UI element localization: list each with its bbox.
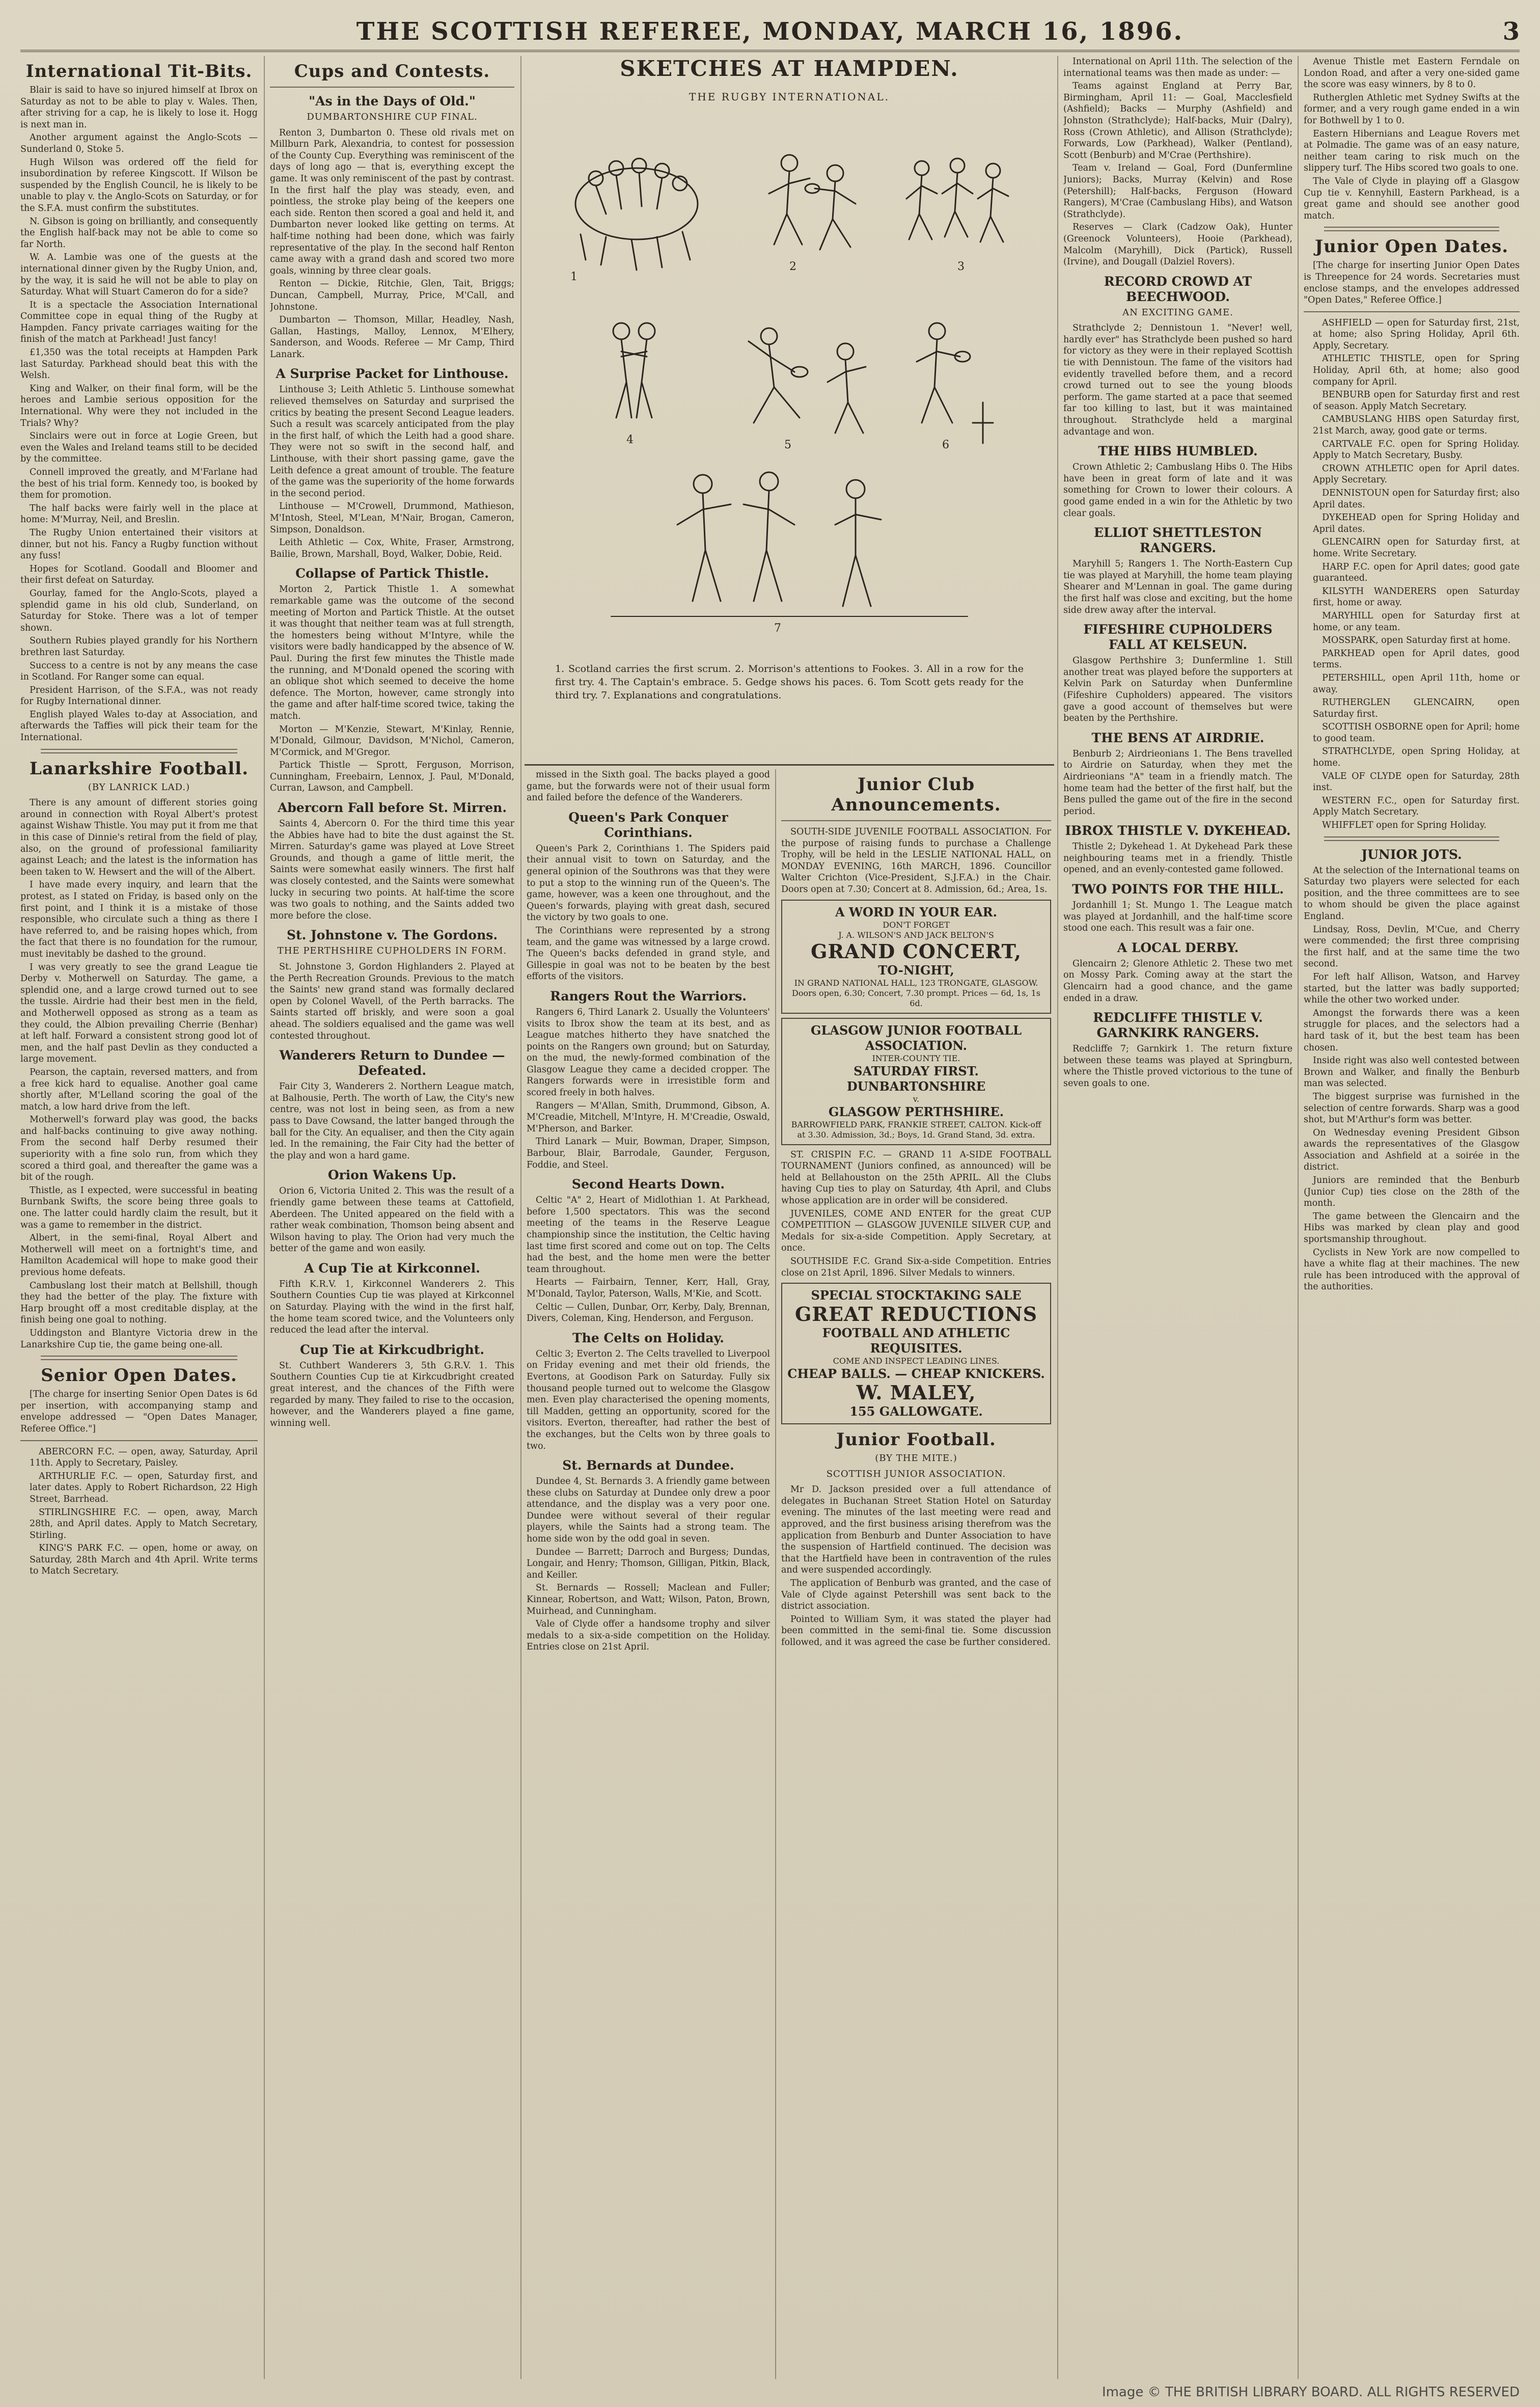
paragraph: Avenue Thistle met Eastern Ferndale on London Road, and after a very one-sided game the score was easy winners, by 8 to 0. (1304, 57, 1520, 90)
open-date-item: KILSYTH WANDERERS open Saturday first, home or away. (1313, 586, 1520, 608)
divider (781, 820, 1051, 821)
junior-open-dates-list (1304, 317, 1520, 831)
paragraph: Eastern Hibernians and League Rovers met at Polmadie. The game was of an easy nature, neither team caring to risk much on the slippery turf. The Hibs scored two goals to one. (1304, 128, 1520, 174)
paragraph: Blair is said to have so injured himself at Ibrox on Saturday as not to be able to play v. Wales. Then, after striving for a cap, he is likely to lose it. Hogg is next man in. (20, 85, 258, 130)
article-body (20, 85, 258, 744)
kicker: DUMBARTONSHIRE CUP FINAL. (307, 112, 478, 122)
paragraph: Teams against England at Perry Bar, Birmingham, April 11: — Goal, Macclesfield (Ashfield); Backs — Murphy (Ashfield) and Johnston (Strathclyde); Half-backs, Muir (Dalry), Ross (Crown Athletic), and Allison (Strathclyde); Forwards, Low (Parkhead), Walker (Pentland), Scott (Benburb) and M'Crae (Perthshire). (1063, 81, 1292, 160)
open-dates-intro: [The charge for inserting Senior Open Dates is 6d per insertion, with accompanying stamp and envelope addressed — "Open Dates Manager, Referee Office."] (20, 1389, 258, 1434)
paragraph: Benburb 2; Airdrieonians 1. The Bens travelled to Airdrie on Saturday, when they met the Airdrieonians "A" team in a friendly match. The home team had the better of the first half, but the Bens pulled the game out of the fire in the second period. (1063, 748, 1292, 817)
paragraph: Partick Thistle — Sprott, Ferguson, Morrison, Cunningham, Freebairn, Lennox, J. Paul, M'Donald, Curran, Lawson, and Campbell. (270, 760, 514, 794)
paragraph: St. Bernards — Rossell; Maclean and Fuller; Kinnear, Robertson, and Watt; Wilson, Paton, Brown, Muirhead, and Cunningham. (527, 1583, 770, 1616)
advert-line: FOOTBALL AND ATHLETIC REQUISITES. (822, 1326, 1010, 1356)
section-divider (41, 1356, 237, 1360)
advert-line: 155 GALLOWGATE. (849, 1404, 983, 1419)
paragraph: Thistle 2; Dykehead 1. At Dykehead Park these neighbouring teams met in a friendly. Thistle opened, and an evenly-contested game followed. (1063, 842, 1292, 875)
paragraph: At the selection of the International teams on Saturday two players were selected for each position, and the three committees are to see to whom should be given the place against England. (1304, 865, 1520, 922)
panel-label-5: 5 (784, 439, 791, 451)
open-date-item: CAMBUSLANG HIBS open Saturday first, 21st March, away, good gate or terms. (1313, 414, 1520, 437)
advert-line: CHEAP BALLS. — CHEAP KNICKERS. (787, 1366, 1045, 1382)
subheading: Collapse of Partick Thistle. (295, 566, 489, 581)
heading-junior-club-announcements: Junior Club Announcements. (831, 774, 1001, 815)
masthead (20, 14, 1520, 52)
paragraph: Celtic 3; Everton 2. The Celts travelled to Liverpool on Friday evening and met their old friends, the Evertons, at Goodison Park on Saturday. Fully six thousand people turned out to welcome the Glasgow men. Even play characterised the opening moments, till Madden, getting an opportunity, scored for the visitors. Everton, thereafter, had rather the best of the exchanges, but the Celts won by three goals to two. (527, 1348, 770, 1451)
column-rule (520, 56, 521, 2379)
masthead-title: THE SCOTTISH REFEREE, MONDAY, MARCH 16, 1896. (356, 17, 1184, 46)
paragraph: Renton — Dickie, Ritchie, Glen, Tait, Briggs; Duncan, Campbell, Murray, Price, M'Call, and Johnstone. (270, 279, 514, 312)
subheading: A Surprise Packet for Linthouse. (276, 366, 509, 382)
advert-line: SPECIAL STOCKTAKING SALE (811, 1288, 1022, 1303)
paragraph: Connell improved the greatly, and M'Farlane had the best of his trial form. Kennedy too, is booked by them for promotion. (20, 467, 258, 501)
divider (20, 1440, 258, 1441)
open-date-item: KING'S PARK F.C. — open, home or away, on Saturday, 28th March and 4th April. Write terms to Match Secretary. (30, 1543, 258, 1577)
advert-line: W. MALEY, (856, 1381, 976, 1404)
paragraph: The half backs were fairly well in the place at home: M'Murray, Neil, and Breslin. (20, 503, 258, 525)
heading-international-tit-bits: International Tit-Bits. (25, 61, 253, 82)
advert-line: A WORD IN YOUR EAR. (835, 904, 997, 919)
paragraph: Gourlay, famed for the Anglo-Scots, played a splendid game in his old club, Sunderland, on Saturday for Stoke. There was a lot of temper shown. (20, 588, 258, 633)
paragraph: Uddingston and Blantyre Victoria drew in the Lanarkshire Cup tie, the game being one-all. (20, 1328, 258, 1350)
open-date-item: MOSSPARK, open Saturday first at home. (1322, 635, 1511, 646)
paragraph: Sinclairs were out in force at Logie Green, but even the Wales and Ireland teams still to be decided by the committee. (20, 431, 258, 465)
advert-maley-sale (781, 1283, 1051, 1424)
column-4 (781, 769, 1051, 2379)
advert-inter-county-tie (781, 1018, 1051, 1145)
subheading: THE HIBS HUMBLED. (1098, 444, 1258, 459)
subheading: Rangers Rout the Warriors. (550, 988, 747, 1004)
paragraph: Rangers — M'Allan, Smith, Drummond, Gibson, A. M'Creadie, Mitchell, M'Intyre, H. M'Creadie, Oswald, M'Pherson, and Barker. (527, 1100, 770, 1134)
paragraph: Linthouse 3; Leith Athletic 5. Linthouse somewhat relieved themselves on Saturday and surprised the critics by beating the present Second League leaders. Such a result was scarcely anticipated from the play in the first half, of which the Leith had a good share. They were not so swift in the second half, and Linthouse, with their short passing game, gave the Leith defence a great amount of trouble. The feature of the game was the superiority of the home forwards in the second period. (270, 385, 514, 499)
paragraph: Morton — M'Kenzie, Stewart, M'Kinlay, Rennie, M'Donald, Gilmour, Davidson, M'Nichol, Cameron, M'Cormick, and M'Gregor. (270, 724, 514, 758)
paragraph: Hearts — Fairbairn, Tenner, Kerr, Hall, Gray, M'Donald, Taylor, Paterson, Walls, M'Kie, and Scott. (527, 1277, 770, 1299)
paragraph: Jordanhill 1; St. Mungo 1. The League match was played at Jordanhill, and the half-time score stood one each. This result was a fair one. (1063, 900, 1292, 934)
paragraph: St. Cuthbert Wanderers 3, 5th G.R.V. 1. This Southern Counties Cup tie at Kirkcudbright created great interest, and the chances of the Fifth were regarded by many. They failed to rise to the occasion, however, and the Wanderers played a fine game, winning well. (270, 1360, 514, 1428)
subheading: Queen's Park Conquer Corinthians. (568, 809, 728, 840)
paragraph: Pointed to William Sym, it was stated the player had been committed in the semi-final tie. Some discussion followed, and it was agreed the case be further considered. (781, 1614, 1051, 1647)
paragraph: Rutherglen Athletic met Sydney Swifts at the former, and a very rough game ended in a win for Bothwell by 1 to 0. (1304, 92, 1520, 126)
panel-label-3: 3 (957, 260, 965, 273)
subheading: ELLIOT SHETTLESTON RANGERS. (1094, 525, 1262, 556)
paragraph: N. Gibson is going on brilliantly, and consequently the English half-back may not be able to come so far North. (20, 216, 258, 250)
sketch-panel-2 (769, 155, 856, 250)
advert-grand-concert (781, 900, 1051, 1014)
paragraph: The biggest surprise was furnished in the selection of centre forwards. Sharp was a good shot, but M'Arthur's form was better. (1304, 1091, 1520, 1125)
kicker: SCOTTISH JUNIOR ASSOCIATION. (826, 1468, 1006, 1479)
subheading: Orion Wakens Up. (327, 1168, 457, 1183)
paragraph: On Wednesday evening President Gibson awards the representatives of the Glasgow Association and Ashfield at a soirée in the district. (1304, 1127, 1520, 1173)
paragraph: Linthouse — M'Crowell, Drummond, Mathieson, M'Intosh, Steel, M'Lean, M'Nair, Brogan, Cameron, Simpson, Donaldson. (270, 501, 514, 535)
paragraph: Lindsay, Ross, Devlin, M'Cue, and Cherry were commended; the first three comprising the first half, and at the same time the two second. (1304, 924, 1520, 969)
paragraph: Rangers 6, Third Lanark 2. Usually the Volunteers' visits to Ibrox show the team at its best, and as League matches hitherto they have snatched the points on the Rangers own ground; but on Saturday, on the mud, the newly-formed combination of the Glasgow League they came a decided cropper. The Rangers forwards were in irresistible form and scored freely in both halves. (527, 1007, 770, 1098)
paragraph: Saints 4, Abercorn 0. For the third time this year the Abbies have had to bite the dust against the St. Mirren. Saturday's game was played at Love Street Grounds, and though a game of little merit, the Saints were somewhat easily winners. The first half was closely contested, and the Saints were somewhat lucky in securing two points. At half-time the score was two goals to nothing, and the Saints added two more before the close. (270, 819, 514, 921)
paragraph: Crown Athletic 2; Cambuslang Hibs 0. The Hibs have been in great form of late and it was something for Crown to lower their colours. A good game ended in a win for the Athletic by two clear goals. (1063, 462, 1292, 519)
rugby-sketch-drawing (550, 117, 1029, 647)
paragraph: Vale of Clyde offer a handsome trophy and silver medals to a six-a-side competition on the Holiday. Entries close on 21st April. (527, 1619, 770, 1653)
paragraph: King and Walker, on their final form, will be the heroes and Lambie serious opposition for the International. Why were they not included in the Trials? Why? (20, 383, 258, 428)
advert-line: INTER-COUNTY TIE. (872, 1053, 960, 1063)
paragraph: Queen's Park 2, Corinthians 1. The Spiders paid their annual visit to town on Saturday, and the general opinion of the Southrons was that they were to put a stop to the winning run of the Queen's. The game, however, was a keen one throughout, and the Queen's forwards, playing with great dash, secured the victory by two goals to one. (527, 843, 770, 923)
paragraph: Celtic "A" 2, Heart of Midlothian 1. At Parkhead, before 1,500 spectators. This was the second meeting of the teams in the Reserve League championship since the institution, the Celtic having last time first scored and come out on top. The Celts had the best, and the home men were the better team throughout. (527, 1195, 770, 1275)
column-6 (1304, 56, 1520, 2379)
notice: JUVENILES, COME AND ENTER for the great CUP COMPETITION — GLASGOW JUVENILE SILVER CUP, and Medals for six-a-side Competition. Apply Secretary, at once. (781, 1208, 1051, 1254)
open-date-item: STIRLINGSHIRE F.C. — open, away, March 28th, and April dates. Apply to Match Secretary, Stirling. (30, 1507, 258, 1540)
subheading: A Cup Tie at Kirkconnel. (304, 1260, 480, 1276)
panel-label-6: 6 (942, 439, 949, 451)
paragraph: Dundee — Barrett; Darroch and Burgess; Dundas, Longair, and Henry; Thomson, Gilligan, Pitkin, Black, and Keiller. (527, 1547, 770, 1580)
subheading: FIFESHIRE CUPHOLDERS FALL AT KELSEUN. (1083, 622, 1273, 653)
paragraph: Cyclists in New York are now compelled to have a white flag at their machines. The new rule has been introduced with the approval of the authorities. (1304, 1247, 1520, 1292)
advert-line: Doors open, 6.30; Concert, 7.30 prompt. Prices — 6d, 1s, 1s 6d. (792, 988, 1040, 1008)
subheading: TWO POINTS FOR THE HILL. (1072, 882, 1284, 897)
subheading: Abercorn Fall before St. Mirren. (277, 800, 507, 816)
subheading: St. Bernards at Dundee. (562, 1458, 734, 1473)
subheading: Second Hearts Down. (571, 1177, 725, 1192)
paragraph: Glencairn 2; Glenore Athletic 2. These two met on Mossy Park. Coming away at the start the Glencairn had a good chance, and the game ended in a draw. (1063, 958, 1292, 1004)
divider (270, 87, 514, 88)
paragraph: The application of Benburb was granted, and the case of Vale of Clyde against Petershill was sent back to the district association. (781, 1578, 1051, 1612)
divider (1304, 311, 1520, 312)
sketch-panel-6 (917, 323, 993, 443)
subheading: St. Johnstone v. The Gordons. (286, 928, 498, 943)
paragraph: Inside right was also well contested between Brown and Walker, and finally the Benburb man was selected. (1304, 1056, 1520, 1089)
sketch-panel-3 (906, 158, 1008, 242)
subheading: THE BENS AT AIRDRIE. (1091, 730, 1264, 745)
advert-line: GLASGOW JUNIOR FOOTBALL ASSOCIATION. (810, 1022, 1022, 1053)
article-body (20, 797, 258, 1350)
advert-line: BARROWFIELD PARK, FRANKIE STREET, CALTON. Kick-off at 3.30. Admission, 3d.; Boys, 1d. Grand Stand, 3d. extra. (791, 1119, 1041, 1140)
advert-line: DON'T FORGET (883, 919, 950, 930)
paragraph: Fifth K.R.V. 1, Kirkconnel Wanderers 2. This Southern Counties Cup tie was played at Kirkconnel on Saturday. Playing with the wind in the first half, the home team scored twice, and the Volunteers only reduced the lead after the interval. (270, 1279, 514, 1336)
paragraph: £1,350 was the total receipts at Hampden Park last Saturday. Parkhead should beat this with the Welsh. (20, 347, 258, 381)
subheading: Wanderers Return to Dundee — Defeated. (279, 1048, 505, 1078)
sketch-panel-5 (749, 328, 866, 433)
heading-senior-open-dates: Senior Open Dates. (41, 1365, 237, 1386)
paragraph: For left half Allison, Watson, and Harvey started, but the latter was badly supported; while the other two worked under. (1304, 971, 1520, 1006)
open-date-item: ATHLETIC THISTLE, open for Spring Holiday, April 6th, at home; also good company for April. (1313, 354, 1520, 387)
paragraph: Southern Rubies played grandly for his Northern brethren last Saturday. (20, 636, 258, 658)
sketches-illustration (525, 56, 1054, 766)
open-date-item: RUTHERGLEN GLENCAIRN, open Saturday first. (1313, 697, 1520, 719)
open-date-item: BENBURB open for Saturday first and rest of season. Apply Match Secretary. (1313, 390, 1520, 412)
column-2 (270, 56, 514, 2379)
section-divider (41, 749, 237, 753)
column-5 (1063, 56, 1292, 2379)
paragraph: missed in the Sixth goal. The backs played a good game, but the forwards were not of their usual form and failed before the defence of the Wanderers. (527, 770, 770, 803)
open-date-item: CARTVALE F.C. open for Spring Holiday. Apply to Match Secretary, Busby. (1313, 439, 1520, 461)
paragraph: President Harrison, of the S.F.A., was not ready for Rugby International dinner. (20, 685, 258, 707)
heading-cups-and-contests: Cups and Contests. (294, 61, 490, 82)
paragraph: I have made every inquiry, and learn that the protest, as I stated on Friday, is based only on the first point, and I think it is a mistake of those responsible, who circulate such a thing as there I have referred to, and be raising hopes which, from the fact that there is no foundation for the rumour, must inevitably be dashed to the ground. (20, 880, 258, 959)
paragraph: Pearson, the captain, reversed matters, and from a free kick hard to equalise. Another goal came shortly after, M'Lelland scoring the goal of the match, a low hard drive from the left. (20, 1067, 258, 1112)
open-date-item: PETERSHILL, open April 11th, home or away. (1313, 672, 1520, 695)
open-date-item: VALE OF CLYDE open for Saturday, 28th inst. (1313, 771, 1520, 793)
open-date-item: PARKHEAD open for April dates, good terms. (1313, 648, 1520, 670)
paragraph: W. A. Lambie was one of the guests at the international dinner given by the Rugby Union, and, by the way, it is said he will not be able to play on Saturday. What will Stuart Cameron do for a side? (20, 252, 258, 298)
paragraph: Orion 6, Victoria United 2. This was the result of a friendly game between these teams at Cattofield, Aberdeen. The United appeared on the field with a rather weak combination, Thomson being absent and Wilson having to play. The Orion had very much the better of the game and won easily. (270, 1186, 514, 1254)
sketches-caption: 1. Scotland carries the first scrum. 2. Morrison's attentions to Fookes. 3. All in a row for the first try. 4. The Captain's embrace. 5. Gedge shows his paces. 6. Tom Scott gets ready for the third try. 7. Explanations and congratulations. (555, 663, 1024, 701)
subheading: Cup Tie at Kirkcudbright. (299, 1342, 485, 1357)
open-date-item: GLENCAIRN open for Saturday first, at home. Write Secretary. (1313, 537, 1520, 559)
kicker: AN EXCITING GAME. (1122, 307, 1233, 318)
paragraph: Celtic — Cullen, Dunbar, Orr, Kerby, Daly, Brennan, Divers, Coleman, King, Henderson, and Ferguson. (527, 1302, 770, 1324)
heading-junior-football: Junior Football. (836, 1429, 996, 1450)
sketches-subtitle: THE RUGBY INTERNATIONAL. (689, 91, 890, 103)
column-rule (1298, 56, 1299, 2379)
open-date-item: ABERCORN F.C. — open, away, Saturday, April 11th. Apply to Secretary, Paisley. (30, 1446, 258, 1469)
advert-line: SATURDAY FIRST. (854, 1063, 979, 1078)
subheading: The Celts on Holiday. (572, 1330, 724, 1345)
paragraph: Cambuslang lost their match at Bellshill, though they had the better of the play. The fixture with Harp brought off a most creditable display, at the finish being one goal to nothing. (20, 1280, 258, 1326)
section-divider (1324, 227, 1499, 231)
panel-label-4: 4 (626, 434, 634, 446)
open-dates-intro: [The charge for inserting Junior Open Dates is Threepence for 24 words. Secretaries must enclose stamps, and the envelopes addressed "Open Dates," Referee Office.] (1304, 260, 1520, 306)
heading-junior-open-dates: Junior Open Dates. (1314, 236, 1509, 257)
advert-line: TO-NIGHT, (878, 962, 954, 978)
heading-lanarkshire-football: Lanarkshire Football. (29, 758, 249, 779)
byline: (BY LANRICK LAD.) (88, 781, 190, 793)
paragraph: Redcliffe 7; Garnkirk 1. The return fixture between these teams was played at Springburn, where the Thistle proved victorious to the tune of seven goals to one. (1063, 1044, 1292, 1089)
paragraph: Third Lanark — Muir, Bowman, Draper, Simpson, Barbour, Blair, Barrodale, Gaunder, Ferguson, Foddie, and Steel. (527, 1137, 770, 1170)
paragraph: Reserves — Clark (Cadzow Oak), Hunter (Greenock Volunteers), Hooie (Parkhead), Malcolm (Maryhill), Dick (Partick), Russell (Irvine), and Dougall (Dalziel Rovers). (1063, 222, 1292, 267)
open-date-item: WESTERN F.C., open for Saturday first. Apply Match Secretary. (1313, 795, 1520, 818)
advert-line: GRAND CONCERT, (811, 939, 1022, 963)
column-rule (775, 769, 776, 2379)
open-date-item: WHIFFLET open for Spring Holiday. (1322, 820, 1487, 831)
open-date-item: CROWN ATHLETIC open for April dates. Apply Secretary. (1313, 463, 1520, 485)
column-3 (527, 769, 770, 2379)
paragraph: Mr D. Jackson presided over a full attendance of delegates in Buchanan Street Station Hotel on Saturday evening. The minutes of the last meeting were read and approved, and the first business arising therefrom was the application from Benburb and Dunter Association to have the suspension of Hartfield continued. The decision was that the Hartfield have been in contravention of the rules and were suspended accordingly. (781, 1484, 1051, 1576)
paragraph: Hopes for Scotland. Goodall and Bloomer and their first defeat on Saturday. (20, 563, 258, 586)
paragraph: The game between the Glencairn and the Hibs was marked by clean play and good sportsmanship throughout. (1304, 1211, 1520, 1245)
open-date-item: HARP F.C. open for April dates; good gate guaranteed. (1313, 561, 1520, 584)
advert-line: DUNBARTONSHIRE (846, 1078, 986, 1094)
advert-line: v. (913, 1094, 920, 1104)
paragraph: Strathclyde 2; Dennistoun 1. "Never! well, hardly ever" has Strathclyde been pushed so hard for victory as they were in their replayed Scottish tie with Dennistoun. The fame of the visitors had evidently travelled before them, and a record crowd turned out to see the young bloods perform. The game started at a pace that seemed far too killing to last, but it was maintained throughout. Strathclyde held a marginal advantage and won. (1063, 323, 1292, 437)
paragraph: Team v. Ireland — Goal, Ford (Dunfermline Juniors); Backs, Murray (Kelvin) and Rose (Petershill); Half-backs, Ferguson (Howard Rangers), M'Crae (Cambuslang Hibs), and Watson (Strathclyde). (1063, 163, 1292, 220)
page-number: 3 (1502, 17, 1520, 46)
sketch-panel-1 (575, 158, 698, 270)
paragraph: SOUTH-SIDE JUVENILE FOOTBALL ASSOCIATION. For the purpose of raising funds to purchase a Challenge Trophy, will be held in the LESLIE NATIONAL HALL, on MONDAY EVENING, 16th MARCH, 1896. Councillor Walter Crichton (Vice-President, S.J.F.A.) in the Chair. Doors open at 7.30; Concert at 8. Admission, 6d.; Area, 1s. (781, 827, 1051, 895)
advert-line: GREAT REDUCTIONS (794, 1303, 1038, 1326)
subheading: REDCLIFFE THISTLE V. GARNKIRK RANGERS. (1093, 1010, 1263, 1041)
paragraph: I was very greatly to see the grand League tie Derby v. Motherwell on Saturday. The game, a splendid one, and a large crowd turned out to see the tussle. Airdrie had their best men in the field, and Motherwell opposed as strong as a team as they could, the Albion prevailing Cherrie (Benhar) at left half. Forward a consistent strong good lot of men, and the half past Devlin as they conducted a large movement. (20, 962, 258, 1065)
paragraph: Dumbarton — Thomson, Millar, Headley, Nash, Gallan, Hastings, Malloy, Lennox, M'Elhery, Sanderson, and Woods. Referee — Mr Camp, Third Lanark. (270, 315, 514, 360)
paragraph: English played Wales to-day at Association, and afterwards the Taffies will pick their team for the International. (20, 709, 258, 743)
paragraph: Dundee 4, St. Bernards 3. A friendly game between these clubs on Saturday at Dundee only drew a poor attendance, and the display was a very poor one. Dundee were without several of their regular players, while the Saints had a strong team. The home side won by the odd goal in seven. (527, 1476, 770, 1545)
paragraph: Juniors are reminded that the Benburb (Junior Cup) ties close on the 28th of the month. (1304, 1175, 1520, 1209)
paragraph: St. Johnstone 3, Gordon Highlanders 2. Played at the Perth Recreation Grounds. Previous to the match the Saints' new grand stand was formally declared open by Colonel Wavell, of the Perth barracks. The Saints started off briskly, and were soon a goal ahead. The soldiers equalised and the game was well contested throughout. (270, 962, 514, 1041)
paragraph: Fair City 3, Wanderers 2. Northern League match, at Balhousie, Perth. The worth of Law, the City's new centre, was not lost in being seen, as from a new pass to Dave Cowsand, the latter banged through the ball for the City. An equaliser, and then the City again led. In the remaining, the Fair City had the better of the play and won a hard game. (270, 1081, 514, 1161)
notice: ST. CRISPIN F.C. — GRAND 11 A-SIDE FOOTBALL TOURNAMENT (Juniors confined, as announced) will be held at Bellahouston on the 25th APRIL. All the Clubs having Cup ties to play on Saturday, 4th April, and Clubs whose application are in order will be considered. (781, 1149, 1051, 1206)
column-rule (1057, 56, 1058, 2379)
byline: (BY THE MITE.) (875, 1453, 957, 1464)
subheading: RECORD CROWD AT BEECHWOOD. (1104, 274, 1252, 304)
open-date-item: STRATHCLYDE, open Spring Holiday, at home. (1313, 746, 1520, 769)
kicker: THE PERTHSHIRE CUPHOLDERS IN FORM. (277, 945, 507, 957)
paragraph: Glasgow Perthshire 3; Dunfermline 1. Still another treat was played before the supporters at Kelvin Park on Saturday when Dunfermline (Fifeshire Cupholders) appeared. The visitors gave a good account of themselves but were beaten by the Perthshire. (1063, 656, 1292, 724)
paragraph: It is a spectacle the Association International Committee cope in equal thing of the Rugby at Hampden. Fancy private carriages waiting for the finish of the match at Parkhead! Just fancy! (20, 300, 258, 345)
paragraph: International on April 11th. The selection of the international teams was then made as under: — (1063, 57, 1292, 78)
subheading: JUNIOR JOTS. (1361, 847, 1462, 862)
sketch-panel-7 (611, 472, 968, 616)
paragraph: Maryhill 5; Rangers 1. The North-Eastern Cup tie was played at Maryhill, the home team playing Shearer and M'Lennan in goal. The game during the first half was close and exciting, but the home side drew away after the interval. (1063, 559, 1292, 615)
paragraph: Motherwell's forward play was good, the backs and half-backs continuing to give away nothing. From the second half Derby resumed their superiority with a fine solo run, from which they scored a third goal, and thereafter the game was a bit of the rough. (20, 1115, 258, 1183)
open-date-item: ASHFIELD — open for Saturday first, 21st, at home; also Spring Holiday, April 6th. Apply, Secretary. (1313, 317, 1520, 351)
sketches-title: SKETCHES AT HAMPDEN. (620, 56, 959, 81)
open-date-item: MARYHILL open for Saturday first at home, or any team. (1313, 610, 1520, 633)
paragraph: Hugh Wilson was ordered off the field for insubordination by referee Kingscott. If Wilson be suspended by the English Council, he is likely to be unable to play v. the Anglo-Scots on Saturday, or for the S.F.A. must confirm the substitutes. (20, 157, 258, 213)
section-divider (1324, 836, 1499, 841)
paragraph: Amongst the forwards there was a keen struggle for places, and the selectors had a hard task of it, but the best team has been chosen. (1304, 1008, 1520, 1053)
paragraph: Albert, in the semi-final, Royal Albert and Motherwell will meet on a fortnight's time, and Hamilton Academical will hope to make good their previous home defeats. (20, 1233, 258, 1278)
advert-line: IN GRAND NATIONAL HALL, 123 TRONGATE, GLASGOW. (794, 978, 1038, 988)
column-rule (264, 56, 265, 2379)
image-credit: Image © THE BRITISH LIBRARY BOARD. ALL RIGHTS RESERVED (1102, 2385, 1520, 2400)
column-1 (20, 56, 258, 2379)
paragraph: Renton 3, Dumbarton 0. These old rivals met on Millburn Park, Alexandria, to contest for possession of the County Cup. Everything was reminiscent of the days of long ago — that is, everything except the game. It was only reminiscent of the past by contrast. In the first half the play was steady, even, and pointless, the stroke play being of the keepers one each side. Renton then scored a goal and held it, and Dumbarton never looked like getting on terms. At half-time nothing had been done, which was fairly representative of the play. In the second half Renton came away with a grand dash and scored two more goals, winning by three clear goals. (270, 127, 514, 276)
paragraph: Success to a centre is not by any means the case in Scotland. For Ranger some can equal. (20, 660, 258, 683)
paragraph: There is any amount of different stories going around in connection with Royal Albert's protest against Wishaw Thistle. You may put it from me that in this case of Dinnie's retiral from the field of play, also, on the ground of professional familiarity against Leach; and the latest is the information has been taken to W. Hewsert and the will of the Albert. (20, 798, 258, 877)
open-date-item: SCOTTISH OSBORNE open for April; home to good team. (1313, 722, 1520, 744)
paragraph: The Vale of Clyde in playing off a Glasgow Cup tie v. Kennyhill, Eastern Parkhead, is a great game and should see another good match. (1304, 176, 1520, 221)
subheading: "As in the Days of Old." (309, 94, 476, 109)
advert-line: GLASGOW PERTHSHIRE. (828, 1104, 1004, 1119)
paragraph: Leith Athletic — Cox, White, Fraser, Armstrong, Bailie, Brown, Marshall, Boyd, Walker, Dobie, Reid. (270, 537, 514, 559)
open-date-item: DYKEHEAD open for Spring Holiday and April dates. (1313, 512, 1520, 534)
paragraph: The Corinthians were represented by a strong team, and the game was witnessed by a large crowd. The Queen's backs defended in grand style, and Gillespie in goal was not to be beaten by the best efforts of the visitors. (527, 925, 770, 982)
advert-line: COME AND INSPECT LEADING LINES. (833, 1356, 1000, 1366)
paragraph: Morton 2, Partick Thistle 1. A somewhat remarkable game was the outcome of the second meeting of Morton and Partick Thistle. At the outset it was thought that neither team was at full strength, the homesters being without M'Intyre, while the visitors were badly handicapped by the absence of W. Paul. During the first few minutes the Thistle made the running, and M'Donald opened the scoring with an oblique shot which seemed to deceive the home defence. The Morton, however, came strongly into the game and after half-time scored twice, taking the match. (270, 584, 514, 721)
subheading: A LOCAL DERBY. (1117, 940, 1239, 955)
open-date-item: DENNISTOUN open for Saturday first; also April dates. (1313, 488, 1520, 510)
panel-label-2: 2 (789, 260, 796, 273)
junior-jots-body (1304, 865, 1520, 1293)
subheading: IBROX THISTLE V. DYKEHEAD. (1065, 823, 1291, 839)
advert-line: J. A. WILSON'S AND JACK BELTON'S (838, 930, 994, 940)
paragraph: The Rugby Union entertained their visitors at dinner, but not his. Fancy a Rugby function without any fuss! (20, 527, 258, 561)
panel-label-7: 7 (774, 622, 781, 635)
sketch-panel-4 (613, 323, 655, 418)
paragraph: Thistle, as I expected, were successful in beating Burnbank Swifts, the score being three goals to one. The latter could hardly claim the result, but it was a game to remember in the district. (20, 1185, 258, 1230)
notice: SOUTHSIDE F.C. Grand Six-a-side Competition. Entries close on 21st April, 1896. Silver Medals to winners. (781, 1256, 1051, 1278)
paragraph: Another argument against the Anglo-Scots — Sunderland 0, Stoke 5. (20, 132, 258, 154)
open-date-item: ARTHURLIE F.C. — open, Saturday first, and later dates. Apply to Robert Richardson, 22 High Street, Barrhead. (30, 1471, 258, 1504)
panel-label-1: 1 (570, 271, 578, 283)
